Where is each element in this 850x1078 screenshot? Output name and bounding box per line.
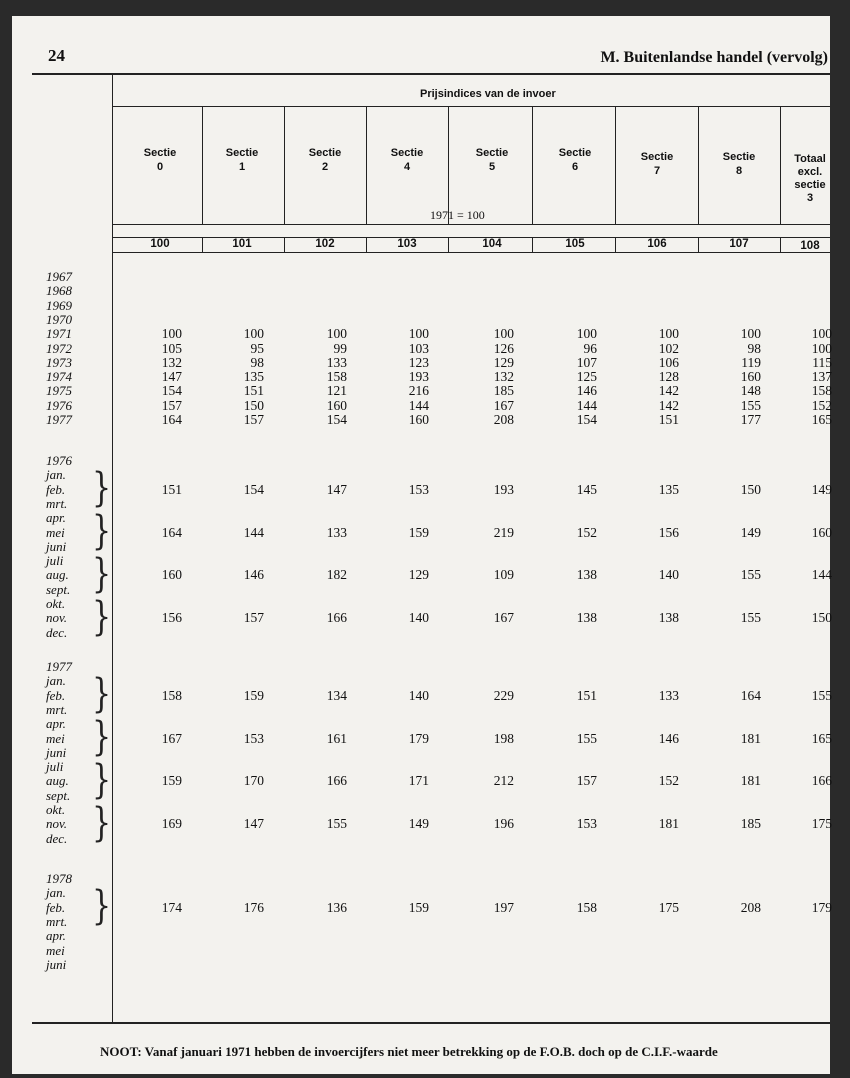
- row-label-month: feb.: [46, 899, 66, 915]
- code-column-divider: [780, 237, 781, 252]
- row-label-year: 1976: [46, 397, 72, 413]
- table-cell: 219: [493, 524, 514, 540]
- table-cell: 134: [326, 687, 347, 703]
- column-header-sectie: Sectie: [558, 147, 592, 159]
- table-cell: 98: [250, 354, 264, 370]
- table-cell: 155: [740, 397, 761, 413]
- table-cell: 160: [811, 524, 832, 540]
- row-label-year: 1978: [46, 871, 72, 886]
- quarter-brace: }: [92, 593, 112, 641]
- table-cell: 175: [811, 816, 832, 832]
- table-cell: 100: [326, 326, 347, 342]
- table-cell: 149: [811, 481, 832, 497]
- quarter-brace: }: [92, 713, 112, 762]
- row-label-year: 1971: [46, 326, 72, 342]
- table-cell: 100: [408, 326, 429, 342]
- table-cell: 181: [658, 816, 679, 832]
- table-cell: 167: [493, 610, 514, 626]
- row-label-month: jan.: [46, 673, 66, 689]
- header-column-divider: [615, 106, 616, 224]
- table-cell: 157: [161, 397, 182, 413]
- bottom-rule: [32, 1022, 830, 1024]
- row-label-month: nov.: [46, 610, 68, 626]
- table-cell: 144: [811, 567, 832, 583]
- table-cell: 133: [658, 687, 679, 703]
- table-cell: 100: [811, 340, 832, 356]
- table-cell: 229: [493, 687, 514, 703]
- table-cell: 160: [740, 369, 761, 385]
- row-label-month: aug.: [46, 567, 69, 583]
- table-cell: 146: [243, 567, 264, 583]
- table-cell: 156: [658, 524, 679, 540]
- column-code: 107: [729, 238, 749, 250]
- column-header-sectie: Sectie: [475, 147, 509, 159]
- table-cell: 100: [811, 326, 832, 342]
- table-cell: 159: [408, 899, 429, 915]
- code-column-divider: [698, 237, 699, 252]
- table-cell: 137: [811, 369, 832, 385]
- row-label-month: juni: [46, 744, 67, 760]
- table-cell: 100: [658, 326, 679, 342]
- row-label-month: mrt.: [46, 495, 68, 511]
- row-label-month: feb.: [46, 687, 66, 703]
- row-label-month: juni: [46, 538, 67, 554]
- table-cell: 149: [408, 816, 429, 832]
- row-label-year: 1970: [46, 311, 72, 327]
- row-label-year: 1973: [46, 354, 72, 370]
- table-cell: 146: [576, 383, 597, 399]
- row-label-year: 1972: [46, 340, 72, 356]
- header-column-divider: [366, 106, 367, 224]
- stub-divider: [112, 73, 113, 1023]
- quarter-brace: }: [92, 464, 112, 513]
- table-cell: 164: [740, 687, 761, 703]
- row-label-month: mei: [46, 730, 65, 746]
- base-rule-top: [112, 224, 830, 225]
- table-cell: 212: [493, 773, 514, 789]
- table-cell: 100: [161, 326, 182, 342]
- table-cell: 106: [658, 354, 679, 370]
- column-header-total: 3: [806, 192, 814, 204]
- table-cell: 149: [740, 524, 761, 540]
- table-cell: 150: [243, 397, 264, 413]
- quarter-brace: }: [92, 507, 112, 556]
- page-number: 24: [48, 46, 65, 65]
- table-cell: 193: [408, 369, 429, 385]
- table-cell: 158: [161, 687, 182, 703]
- row-label-year: 1974: [46, 369, 72, 385]
- row-label-month: juli: [46, 759, 64, 775]
- row-label-month: sept.: [46, 581, 71, 597]
- table-cell: 154: [243, 481, 264, 497]
- table-cell: 102: [658, 340, 679, 356]
- table-cell: 151: [243, 383, 264, 399]
- row-label-year: 1968: [46, 283, 72, 299]
- table-cell: 151: [161, 481, 182, 497]
- table-cell: 144: [576, 397, 597, 413]
- table-cell: 132: [161, 354, 182, 370]
- column-code: 101: [232, 238, 252, 250]
- row-label-month: dec.: [46, 830, 68, 846]
- table-cell: 99: [333, 340, 347, 356]
- column-code: 100: [150, 238, 170, 250]
- table-cell: 159: [243, 687, 264, 703]
- table-cell: 216: [408, 383, 429, 399]
- table-cell: 128: [658, 369, 679, 385]
- table-cell: 161: [326, 730, 347, 746]
- column-code: 104: [482, 238, 502, 250]
- table-cell: 151: [576, 687, 597, 703]
- table-cell: 160: [161, 567, 182, 583]
- table-cell: 155: [326, 816, 347, 832]
- row-label-month: apr.: [46, 716, 66, 732]
- row-label-month: apr.: [46, 510, 66, 526]
- table-cell: 133: [326, 524, 347, 540]
- table-cell: 142: [658, 383, 679, 399]
- table-cell: 182: [326, 567, 347, 583]
- table-cell: 177: [740, 412, 761, 427]
- table-cell: 126: [493, 340, 514, 356]
- row-label-month: apr.: [46, 928, 66, 944]
- row-label-month: juli: [46, 553, 64, 569]
- code-column-divider: [532, 237, 533, 252]
- column-code: 105: [565, 238, 585, 250]
- table-cell: 185: [740, 816, 761, 832]
- column-header-total: excl.: [797, 166, 823, 178]
- row-label-year: 1967: [46, 269, 72, 284]
- quarter-brace: }: [92, 756, 112, 805]
- table-cell: 138: [576, 610, 597, 626]
- table-cell: 179: [811, 899, 832, 915]
- table-cell: 132: [493, 369, 514, 385]
- table-cell: 153: [243, 730, 264, 746]
- table-cell: 151: [658, 412, 679, 427]
- table-cell: 208: [493, 412, 514, 427]
- table-cell: 155: [811, 687, 832, 703]
- table-cell: 185: [493, 383, 514, 399]
- table-cell: 123: [408, 354, 429, 370]
- column-header-number: 7: [653, 165, 661, 177]
- table-cell: 148: [740, 383, 761, 399]
- table-cell: 179: [408, 730, 429, 746]
- table-cell: 140: [408, 610, 429, 626]
- table-cell: 153: [576, 816, 597, 832]
- table-cell: 208: [740, 899, 761, 915]
- table-cell: 166: [811, 773, 832, 789]
- table-cell: 144: [408, 397, 429, 413]
- table-cell: 153: [408, 481, 429, 497]
- table-cell: 164: [161, 412, 182, 427]
- table-cell: 147: [326, 481, 347, 497]
- table-cell: 147: [243, 816, 264, 832]
- table-cell: 154: [326, 412, 347, 427]
- header-column-divider: [202, 106, 203, 224]
- table-cell: 165: [811, 412, 832, 427]
- code-column-divider: [202, 237, 203, 252]
- table-cell: 129: [408, 567, 429, 583]
- row-label-year: 1977: [46, 659, 72, 674]
- table-cell: 174: [161, 899, 182, 915]
- table-cell: 157: [243, 412, 264, 427]
- row-label-month: aug.: [46, 773, 69, 789]
- table-cell: 166: [326, 610, 347, 626]
- table-cell: 105: [161, 340, 182, 356]
- table-cell: 152: [576, 524, 597, 540]
- table-cell: 157: [243, 610, 264, 626]
- row-label-month: okt.: [46, 596, 66, 611]
- column-header-sectie: Sectie: [722, 151, 756, 163]
- table-cell: 166: [326, 773, 347, 789]
- table-cell: 155: [740, 610, 761, 626]
- column-header-total: Totaal: [794, 153, 826, 165]
- header-column-divider: [780, 106, 781, 224]
- table-main-header: Prijsindices van de invoer: [420, 88, 556, 100]
- column-header-sectie: Sectie: [143, 147, 177, 159]
- table-cell: 138: [576, 567, 597, 583]
- table-cell: 176: [243, 899, 264, 915]
- row-label-year: 1975: [46, 383, 72, 399]
- row-label-month: sept.: [46, 787, 71, 803]
- table-cell: 121: [326, 383, 347, 399]
- page-title: M. Buitenlandse handel (vervolg): [600, 49, 828, 66]
- table-cell: 181: [740, 773, 761, 789]
- row-label-month: okt.: [46, 802, 66, 817]
- table-cell: 167: [161, 730, 182, 746]
- table-cell: 145: [576, 481, 597, 497]
- table-cell: 133: [326, 354, 347, 370]
- table-cell: 160: [326, 397, 347, 413]
- row-label-year: 1969: [46, 297, 72, 313]
- row-label-month: nov.: [46, 816, 68, 832]
- row-label-month: jan.: [46, 467, 66, 483]
- column-header-sectie: Sectie: [640, 151, 674, 163]
- header-column-divider: [448, 106, 449, 224]
- table-cell: 155: [740, 567, 761, 583]
- table-cell: 175: [658, 899, 679, 915]
- table-cell: 198: [493, 730, 514, 746]
- column-code: 103: [397, 238, 417, 250]
- quarter-brace: }: [92, 799, 112, 847]
- code-column-divider: [448, 237, 449, 252]
- table-cell: 138: [658, 610, 679, 626]
- table-cell: 196: [493, 816, 514, 832]
- quarter-brace: }: [92, 550, 112, 599]
- row-label-year: 1977: [46, 412, 72, 427]
- table-cell: 159: [161, 773, 182, 789]
- table-cell: 150: [811, 610, 832, 626]
- table-cell: 154: [576, 412, 597, 427]
- column-code: 106: [647, 238, 667, 250]
- table-cell: 170: [243, 773, 264, 789]
- table-cell: 152: [811, 397, 832, 413]
- header-column-divider: [698, 106, 699, 224]
- table-cell: 140: [658, 567, 679, 583]
- row-label-month: feb.: [46, 481, 66, 497]
- table-cell: 167: [493, 397, 514, 413]
- row-label-month: jan.: [46, 885, 66, 901]
- column-header-number: 2: [321, 161, 329, 173]
- table-cell: 100: [740, 326, 761, 342]
- table-cell: 155: [576, 730, 597, 746]
- column-header-sectie: Sectie: [308, 147, 342, 159]
- table-cell: 136: [326, 899, 347, 915]
- table-cell: 169: [161, 816, 182, 832]
- column-header-sectie: Sectie: [390, 147, 424, 159]
- table-cell: 107: [576, 354, 597, 370]
- code-column-divider: [615, 237, 616, 252]
- table-cell: 100: [493, 326, 514, 342]
- table-cell: 158: [326, 369, 347, 385]
- row-label-month: mrt.: [46, 701, 68, 717]
- table-cell: 142: [658, 397, 679, 413]
- column-header-sectie: Sectie: [225, 147, 259, 159]
- table-cell: 103: [408, 340, 429, 356]
- table-cell: 157: [576, 773, 597, 789]
- table-cell: 96: [583, 340, 597, 356]
- footnote: NOOT: Vanaf januari 1971 hebben de invoercijfers niet meer betrekking op de F.O.B. doch op de C.I.F.-waarde: [100, 1044, 718, 1059]
- table-cell: 159: [408, 524, 429, 540]
- column-header-total: sectie: [794, 179, 826, 191]
- document-page: [12, 16, 830, 1074]
- base-year-label: 1971 = 100: [430, 208, 485, 222]
- table-cell: 197: [493, 899, 514, 915]
- row-label-month: mei: [46, 942, 65, 958]
- table-cell: 135: [243, 369, 264, 385]
- table-cell: 98: [747, 340, 761, 356]
- header-rule: [112, 106, 830, 107]
- table-cell: 115: [812, 354, 832, 370]
- table-cell: 144: [243, 524, 264, 540]
- table-cell: 164: [161, 524, 182, 540]
- table-cell: 119: [741, 354, 761, 370]
- table-cell: 95: [250, 340, 264, 356]
- table-cell: 181: [740, 730, 761, 746]
- table-cell: 158: [811, 383, 832, 399]
- table-cell: 160: [408, 412, 429, 427]
- table-cell: 146: [658, 730, 679, 746]
- code-rule-bottom: [112, 252, 830, 253]
- table-cell: 156: [161, 610, 182, 626]
- table-cell: 193: [493, 481, 514, 497]
- table-cell: 171: [408, 773, 429, 789]
- row-label-year: 1976: [46, 453, 72, 468]
- quarter-brace: }: [92, 670, 112, 719]
- table-cell: 100: [576, 326, 597, 342]
- table-cell: 154: [161, 383, 182, 399]
- table-cell: 152: [658, 773, 679, 789]
- column-header-number: 0: [156, 161, 164, 173]
- table-cell: 135: [658, 481, 679, 497]
- table-cell: 147: [161, 369, 182, 385]
- code-column-divider: [366, 237, 367, 252]
- table-cell: 165: [811, 730, 832, 746]
- header-column-divider: [532, 106, 533, 224]
- table-cell: 100: [243, 326, 264, 342]
- table-cell: 140: [408, 687, 429, 703]
- table-cell: 150: [740, 481, 761, 497]
- column-header-number: 5: [488, 161, 496, 173]
- table-cell: 125: [576, 369, 597, 385]
- top-rule: [32, 73, 830, 75]
- column-header-number: 6: [571, 161, 579, 173]
- quarter-brace: }: [92, 882, 112, 931]
- column-header-number: 4: [403, 161, 411, 173]
- column-code: 102: [315, 238, 335, 250]
- column-header-number: 1: [238, 161, 246, 173]
- table-cell: 129: [493, 354, 514, 370]
- column-header-number: 8: [735, 165, 743, 177]
- row-label-month: mrt.: [46, 913, 68, 929]
- row-label-month: mei: [46, 524, 65, 540]
- table-cell: 109: [493, 567, 514, 583]
- row-label-month: juni: [46, 956, 67, 972]
- table-cell: 158: [576, 899, 597, 915]
- code-column-divider: [284, 237, 285, 252]
- row-label-month: dec.: [46, 624, 68, 640]
- column-code: 108: [800, 240, 820, 252]
- header-column-divider: [284, 106, 285, 224]
